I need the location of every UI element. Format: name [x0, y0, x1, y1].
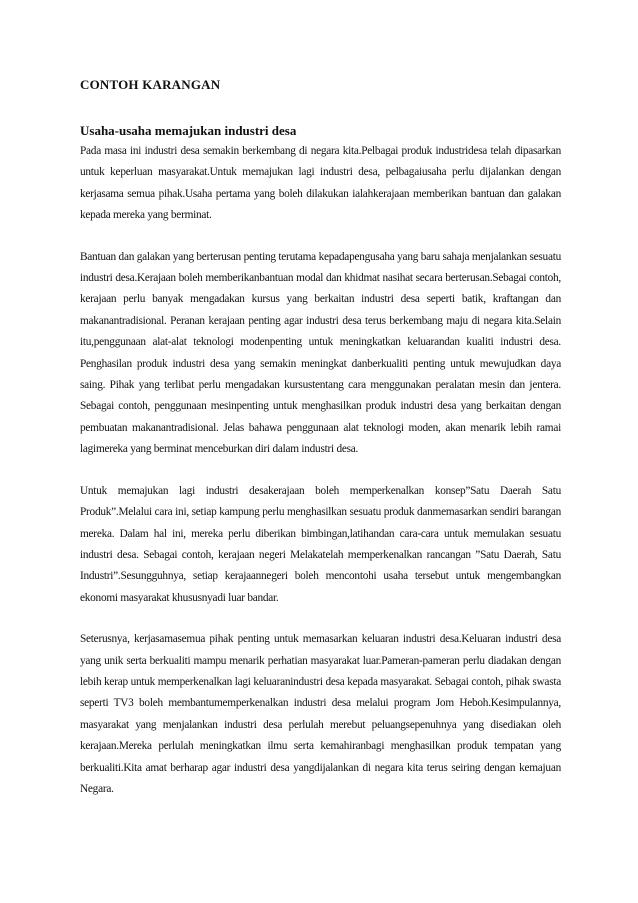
paragraph-2: Bantuan dan galakan yang berterusan penting terutama kepadapengusaha yang baru sahaja menjalankan sesuatu industri desa.Kerajaan boleh memberikanbantuan modal dan khidmat nasihat secara berterusan.Sebagai contoh, kerajaan perlu banyak mengadakan kursus yang berkaitan industri desa seperti batik, kraftangan dan makanantradisional. Peranan kerajaan penting agar industri desa terus berkembang maju di negara kita.Selain itu,penggunaan alat-alat teknologi modenpenting untuk meningkatkan keluarandan kualiti industri desa. Penghasilan produk industri desa yang semakin meningkat danberkualiti penting untuk mewujudkan daya saing. Pihak yang terlibat perlu mengadakan kursustentang cara menggunakan peralatan mesin dan jentera. Sebagai contoh, penggunaan mesinpenting untuk menghasilkan produk industri desa yang berkaitan dengan pembuatan makanantradisional. Jelas bahawa penggunaan alat teknologi moden, akan menarik lebih ramai lagimereka yang berminat menceburkan diri dalam industri desa.	[80, 250, 561, 456]
paragraph-4: Seterusnya, kerjasamasemua pihak penting untuk memasarkan keluaran industri desa.Keluaran industri desa yang unik serta berkualiti mampu menarik perhatian masyarakat luar.Pameran-pameran perlu diadakan dengan lebih kerap untuk memperkenalkan lagi keluaranindustri desa kepada masyarakat. Sebagai contoh, pihak swasta seperti TV3 boleh membantumemperkenalkan industri desa melalui program Jom Heboh.Kesimpulannya, masyarakat yang menjalankan industri desa perlulah merebut peluangsepenuhnya yang disediakan oleh kerajaan.Mereka perlulah meningkatkan ilmu serta kemahiranbagi menghasilkan produk tempatan yang berkualiti.Kita amat berharap agar industri desa yangdijalankan di negara kita terus seiring dengan kemajuan Negara.	[80, 633, 561, 795]
document-page	[80, 77, 561, 820]
paragraph-1: Pada masa ini industri desa semakin berkembang di negara kita.Pelbagai produk industridesa telah dipasarkan untuk keperluan masyarakat.Untuk memajukan lagi industri desa, pelbagaiusaha perlu dijalankan dengan kerjasama semua pihak.Usaha pertama yang boleh dilakukan ialahkerajaan memberikan bantuan dan galakan kepada mereka yang berminat.	[80, 145, 561, 222]
section-heading: Usaha-usaha memajukan industri desa	[80, 123, 297, 138]
paragraph-3: Untuk memajukan lagi industri desakerajaan boleh memperkenalkan konsep”Satu Daerah Satu Produk”.Melalui cara ini, setiap kampung perlu menghasilkan sesuatu produk danmemasarkan sendiri barangan mereka. Dalam hal ini, mereka perlu diberikan bimbingan,latihandan cara-cara untuk memulakan sesuatu industri desa. Sebagai contoh, kerajaan negeri Melakatelah memperkenalkan rancangan ”Satu Daerah, Satu Industri”.Sesungguhnya, setiap kerajaannegeri boleh mencontohi usaha tersebut untuk mengembangkan ekonomi masyarakat khususnyadi luar bandar.	[80, 484, 561, 604]
document-title: CONTOH KARANGAN	[80, 77, 221, 92]
